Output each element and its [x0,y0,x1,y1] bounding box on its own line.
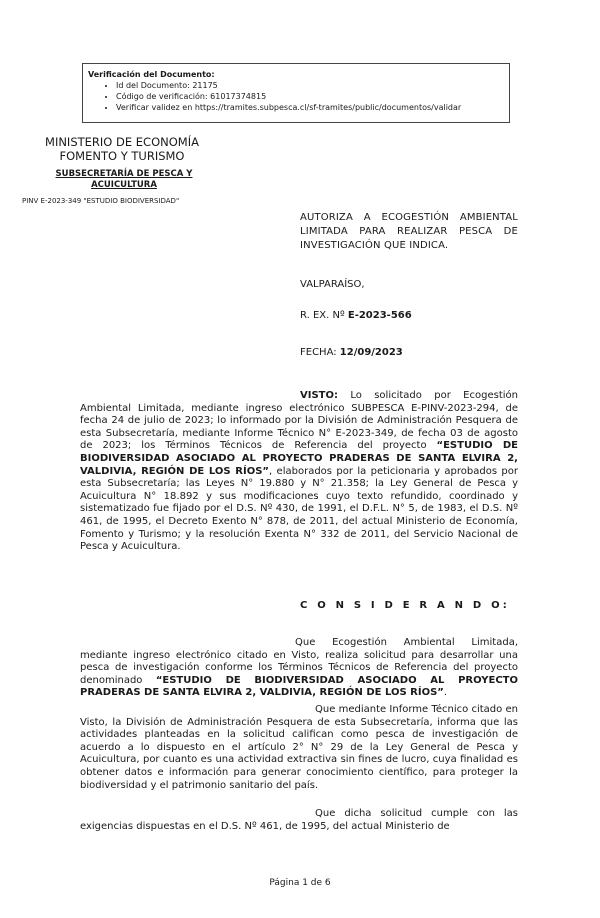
visto-label: VISTO: [300,390,338,401]
considerando-paragraph-2 [80,704,518,792]
p3-text: Que dicha solicitud cumple con las exigencias dispuestas en el D.S. Nº 461, de 1995, del actual Ministerio de [80,808,518,832]
p1-project-name: “ESTUDIO DE BIODIVERSIDAD ASOCIADO AL PROYECTO PRADERAS DE SANTA ELVIRA 2, VALDIVIA, REGIÓN DE LOS RÍOS” [80,674,518,699]
rex-value: E-2023-566 [347,310,412,321]
verification-list [88,80,509,113]
place: VALPARAÍSO, [300,279,365,290]
subsecretaria-name [40,169,208,191]
visto-text-b: , elaborados por la peticionaria y aprobados por esta Subsecretaría; las Leyes N° 19.880 y N° 21.358; la Ley General de Pesca y Acuicultura N° 18.892 y sus modificaciones cuyo texto refundido, coordinado y sistematizado fue fijado por el D.S. Nº 430, de 1991, el D.F.L. N° 5, de 1983, el D.S. Nº 461, de 1995, el Decreto Exento N° 878, de 2011, del actual Ministerio de Economía, Fomento y Turismo; y la resolución Exenta N° 332 de 2011, del Servicio Nacional de Pesca y Acuicultura. [80,465,518,553]
visto-paragraph [80,390,518,554]
pinv-reference: PINV E-2023-349 "ESTUDIO BIODIVERSIDAD" [22,197,180,205]
subsec-line-2: ACUICULTURA [91,180,157,190]
verification-box [82,63,510,123]
date-value: 12/09/2023 [339,347,403,358]
considerando-paragraph-1 [80,637,518,700]
page-number: Página 1 de 6 [269,878,331,888]
p1-end: . [443,687,448,699]
verification-code: • Código de verificación: 61017374815 [116,91,509,102]
verification-id: • Id del Documento: 21175 [116,80,509,91]
resolution-date [300,347,403,358]
resolution-number [300,310,412,321]
ministry-name [22,135,222,163]
ministry-line-2: FOMENTO Y TURISMO [59,149,185,163]
visto-text-a: Lo solicitado por Ecogestión Ambiental Limitada, mediante ingreso electrónico SUBPESCA E-PINV-2023-294, de fecha 24 de julio de 2023; lo informado por la División de Administración Pesquera de esta Subsecretaría, mediante Informe Técnico N° E-2023-349, de fecha 03 de agosto de 2023; los Términos Técnicos de Referencia del proyecto [80,390,518,452]
verification-url[interactable]: • Verificar validez en https://tramites.subpesca.cl/sf-tramites/public/documentos/validar [116,102,509,113]
verification-title: Verificación del Documento: [88,70,215,79]
p1-text: Que Ecogestión Ambiental Limitada, mediante ingreso electrónico citado en Visto, realiza solicitud para desarrollar una pesca de investigación conforme los Términos Técnicos de Referencia del proyecto denominado [80,637,518,686]
p2-text: Que mediante Informe Técnico citado en Visto, la División de Administración Pesquera de esta Subsecretaría, informa que las actividades planteadas en la solicitud califican como pesca de investigación de acuerdo a lo dispuesto en el artículo 2° N° 29 de la Ley General de Pesca y Acuicultura, por cuanto es una actividad extractiva sin fines de lucro, cuya finalidad es obtener datos e información para generar conocimiento científico, para proteger la biodiversidad y el patrimonio sanitario del país. [80,704,518,791]
considerando-paragraph-3 [80,808,518,833]
considerando-heading: C O N S I D E R A N D O: [300,600,510,611]
date-label: FECHA: [300,347,337,358]
subsec-line-1: SUBSECRETARÍA DE PESCA Y [55,169,193,179]
resolution-title: AUTORIZA A ECOGESTIÓN AMBIENTAL LIMITADA PARA REALIZAR PESCA DE INVESTIGACIÓN QUE INDICA. [300,212,518,251]
ministry-line-1: MINISTERIO DE ECONOMÍA [45,135,199,149]
visto-project-name: “ESTUDIO DE BIODIVERSIDAD ASOCIADO AL PROYECTO PRADERAS DE SANTA ELVIRA 2, VALDIVIA, REGIÓN DE LOS RÍOS” [80,440,518,477]
rex-label: R. EX. Nº [300,310,345,321]
